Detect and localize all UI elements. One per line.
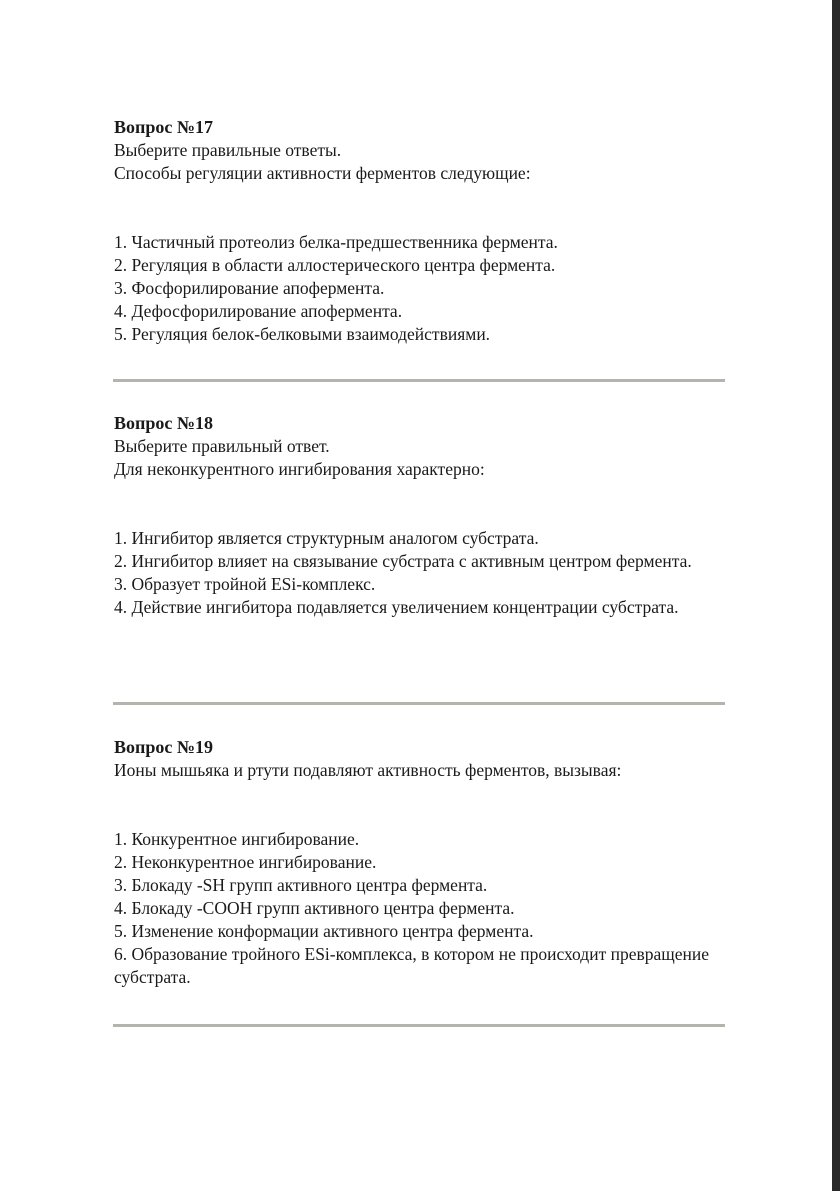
question-title: Вопрос №19	[114, 737, 213, 757]
question-prompt: Для неконкурентного ингибирования характерно:	[114, 459, 485, 479]
question-17	[114, 116, 714, 346]
answer-option: 5. Изменение конформации активного центра фермента.	[114, 921, 534, 941]
answer-option: 1. Ингибитор является структурным аналогом субстрата.	[114, 528, 539, 548]
answer-option: 2. Ингибитор влияет на связывание субстрата с активным центром фермента.	[114, 551, 692, 571]
section-divider	[113, 379, 725, 382]
answer-option: 2. Неконкурентное ингибирование.	[114, 852, 377, 872]
answer-option: 3. Образует тройной ESi-комплекс.	[114, 574, 376, 594]
question-instruction: Выберите правильные ответы.	[114, 140, 342, 160]
answer-option: 4. Дефосфорилирование апофермента.	[114, 301, 403, 321]
answer-list	[114, 828, 714, 989]
answer-option: 1. Конкурентное ингибирование.	[114, 829, 360, 849]
answer-option: 1. Частичный протеолиз белка-предшественника фермента.	[114, 232, 558, 252]
answer-option: 4. Действие ингибитора подавляется увеличением концентрации субстрата.	[114, 597, 679, 617]
question-title: Вопрос №17	[114, 117, 213, 137]
question-prompt: Ионы мышьяка и ртути подавляют активность ферментов, вызывая:	[114, 760, 622, 780]
answer-option: 3. Фосфорилирование апофермента.	[114, 278, 385, 298]
answer-list	[114, 231, 714, 346]
answer-option: 2. Регуляция в области аллостерического центра фермента.	[114, 255, 556, 275]
answer-option: 4. Блокаду -COOH групп активного центра фермента.	[114, 898, 515, 918]
question-instruction: Выберите правильный ответ.	[114, 436, 330, 456]
answer-list	[114, 527, 714, 619]
question-title: Вопрос №18	[114, 413, 213, 433]
page-right-edge	[832, 0, 840, 1191]
section-divider	[113, 1024, 725, 1027]
answer-option: 6. Образование тройного ESi-комплекса, в котором не происходит превращение субстрата.	[114, 944, 709, 987]
answer-option: 3. Блокаду -SH групп активного центра фермента.	[114, 875, 488, 895]
question-18	[114, 412, 714, 619]
question-19	[114, 736, 714, 989]
question-prompt: Способы регуляции активности ферментов следующие:	[114, 163, 531, 183]
answer-option: 5. Регуляция белок-белковыми взаимодействиями.	[114, 324, 491, 344]
section-divider	[113, 702, 725, 705]
